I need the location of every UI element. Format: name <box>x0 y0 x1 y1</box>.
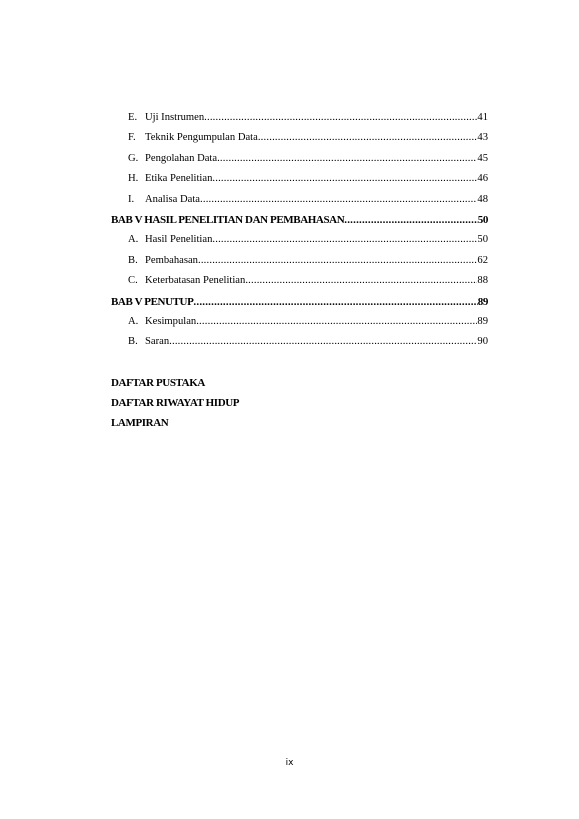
page-number: ix <box>285 758 294 768</box>
toc-back-matter-title: DAFTAR RIWAYAT HIDUP <box>111 397 240 410</box>
toc-chapter-page: 89 <box>477 295 488 308</box>
toc-entry-title: Kesimpulan <box>145 315 197 327</box>
toc-entry-uji-instrumen[interactable] <box>111 108 488 128</box>
dot-leader <box>344 210 478 230</box>
toc-entry-title: Teknik Pengumpulan Data <box>145 132 258 144</box>
section-spacer <box>111 353 488 373</box>
toc-entry-hasil-penelitian[interactable] <box>111 230 488 250</box>
toc-entry-page: 88 <box>477 275 488 287</box>
toc-entry-etika-penelitian[interactable] <box>111 169 488 189</box>
toc-entry-saran[interactable] <box>111 332 488 352</box>
toc-entry-page: 48 <box>477 193 488 205</box>
toc-entry-page: 89 <box>477 315 488 327</box>
toc-entry-letter: C. <box>128 275 138 287</box>
toc-entry-letter: A. <box>128 315 139 327</box>
dot-leader <box>212 230 477 250</box>
toc-entry-page: 46 <box>477 173 488 185</box>
toc-entry-title: Uji Instrumen <box>145 112 205 123</box>
toc-lampiran[interactable] <box>111 413 488 433</box>
toc-entry-title: Etika Penelitian <box>145 173 213 185</box>
toc-entry-page: 50 <box>477 234 488 246</box>
toc-entry-letter: E. <box>128 112 138 123</box>
toc-entry-title: Pembahasan <box>145 254 198 266</box>
toc-chapter-page: 50 <box>477 213 488 226</box>
toc-entry-letter: B. <box>128 254 138 266</box>
toc-entry-letter: B. <box>128 336 138 348</box>
dot-leader <box>193 292 477 312</box>
toc-entry-title: Analisa Data <box>145 193 201 205</box>
toc-entry-page: 62 <box>477 254 488 266</box>
toc-entry-page: 45 <box>477 152 488 164</box>
toc-entry-pembahasan[interactable] <box>111 251 488 271</box>
dot-leader <box>245 271 477 291</box>
toc-entry-letter: G. <box>128 152 139 164</box>
toc-daftar-pustaka[interactable] <box>111 373 488 393</box>
dot-leader <box>196 312 477 332</box>
toc-entry-page: 90 <box>477 336 488 348</box>
dot-leader <box>217 149 477 169</box>
toc-entry-title: Pengolahan Data <box>145 152 218 164</box>
table-of-contents <box>111 108 488 434</box>
toc-entry-letter: I. <box>128 193 135 205</box>
dot-leader <box>169 332 477 352</box>
toc-entry-keterbatasan-penelitian[interactable] <box>111 271 488 291</box>
toc-chapter-hasil-penelitian[interactable] <box>111 210 488 230</box>
toc-entry-letter: A. <box>128 234 139 246</box>
dot-leader <box>212 169 477 189</box>
toc-daftar-riwayat-hidup[interactable] <box>111 393 488 413</box>
toc-entry-page: 41 <box>477 112 488 123</box>
toc-entry-page: 43 <box>477 132 488 144</box>
toc-entry-title: Saran <box>145 336 170 348</box>
toc-entry-letter: H. <box>128 173 139 185</box>
toc-entry-pengolahan-data[interactable] <box>111 149 488 169</box>
toc-entry-letter: F. <box>128 132 136 144</box>
toc-entry-analisa-data[interactable] <box>111 190 488 210</box>
toc-entry-title: Keterbatasan Penelitian <box>145 275 246 287</box>
toc-chapter-title: BAB V PENUTUP <box>111 295 194 308</box>
toc-entry-title: Hasil Penelitian <box>145 234 213 246</box>
toc-chapter-penutup[interactable] <box>111 292 488 312</box>
dot-leader <box>258 128 478 148</box>
dot-leader <box>198 251 477 271</box>
toc-chapter-title: BAB V HASIL PENELITIAN DAN PEMBAHASAN <box>111 213 345 226</box>
toc-entry-kesimpulan[interactable] <box>111 312 488 332</box>
dot-leader <box>204 108 477 128</box>
dot-leader <box>200 190 477 210</box>
toc-back-matter-title: LAMPIRAN <box>111 417 169 430</box>
toc-back-matter-title: DAFTAR PUSTAKA <box>111 376 205 389</box>
toc-entry-teknik-pengumpulan-data[interactable] <box>111 128 488 148</box>
